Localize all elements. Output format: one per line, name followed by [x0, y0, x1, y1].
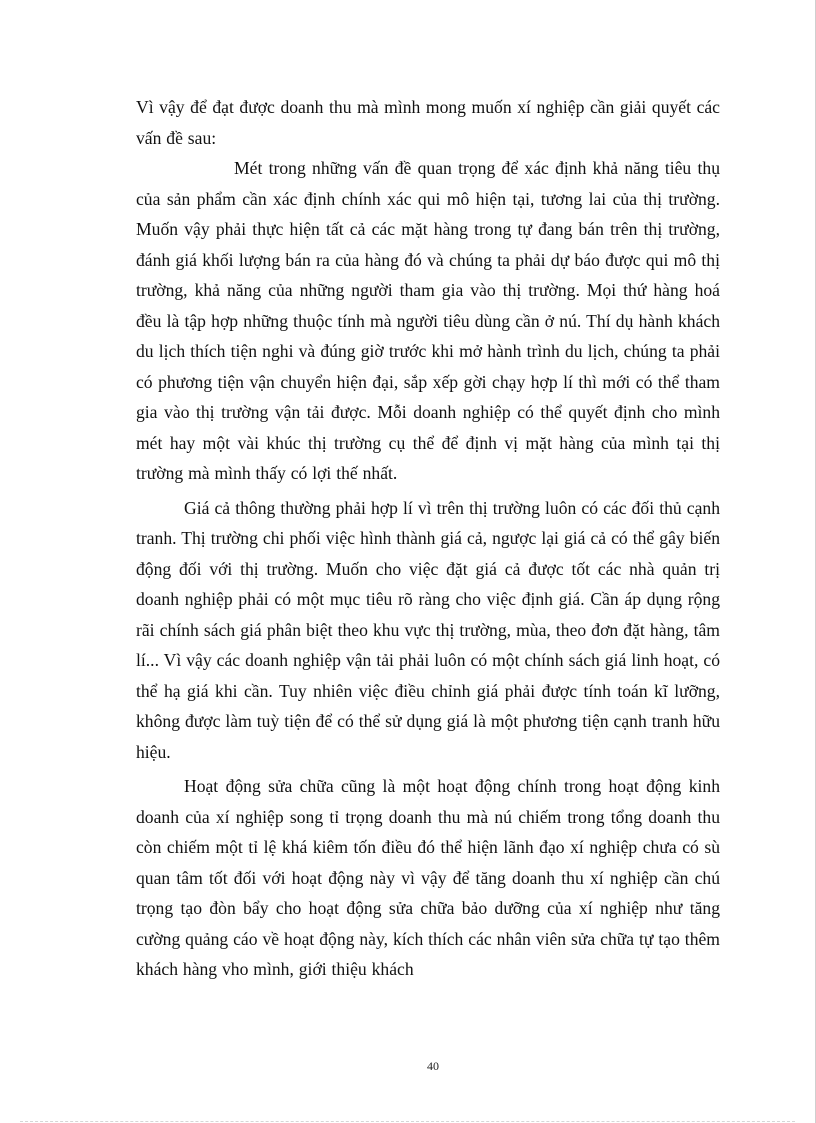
- body-text: [136, 92, 720, 985]
- paragraph-repair: Hoạt động sửa chữa cũng là một hoạt động chính trong hoạt động kinh doanh của xí nghiệp song tỉ trọng doanh thu mà nú chiếm trong tổng doanh thu còn chiếm một tỉ lệ khá kiêm tốn điều đó thể hiện lãnh đạo xí nghiệp chưa có sù quan tâm tốt đối với hoạt động này vì vậy để tăng doanh thu xí nghiệp cần chú trọng tạo đòn bẩy cho hoạt động sửa chữa bảo dưỡng của xí nghiệp như tăng cường quảng cáo về hoạt động này, kích thích các nhân viên sửa chữa tự tạo thêm khách hàng vho mình, giới thiệu khách: [136, 776, 720, 979]
- paragraph-market-size: Mét trong những vấn đề quan trọng để xác định khả năng tiêu thụ của sản phẩm cần xác định chính xác qui mô hiện tại, tương lai của thị trường. Muốn vậy phải thực hiện tất cả các mặt hàng trong tự đang bán trên thị trường, đánh giá khối lượng bán ra của hàng đó và chúng ta phải dự báo được qui mô thị trường, khả năng của những người tham gia vào thị trường. Mọi thứ hàng hoá đều là tập hợp những thuộc tính mà người tiêu dùng cần ở nú. Thí dụ hành khách du lịch thích tiện nghi và đúng giờ trước khi mở hành trình du lịch, chúng ta phải có phương tiện vận chuyển hiện đại, sắp xếp gời chạy hợp lí thì mới có thể tham gia vào thị trường vận tải được. Mỗi doanh nghiệp có thể quyết định cho mình mét hay một vài khúc thị trường cụ thể để định vị mặt hàng của mình tại thị trường mà mình thấy có lợi thế nhất.: [136, 158, 720, 483]
- paragraph-intro: Vì vậy để đạt được doanh thu mà mình mong muốn xí nghiệp cần giải quyết các vấn đề sau:: [136, 97, 720, 148]
- page-bottom-divider: [20, 1121, 795, 1122]
- page-number: 40: [427, 1059, 439, 1073]
- paragraph-pricing: Giá cả thông thường phải hợp lí vì trên thị trường luôn có các đối thủ cạnh tranh. Thị trường chi phối việc hình thành giá cả, ngược lại giá cả có thể gây biến động đối với thị trường. Muốn cho việc đặt giá cả được tốt các nhà quản trị doanh nghiệp phải có một mục tiêu rõ ràng cho việc định giá. Cần áp dụng rộng rãi chính sách giá phân biệt theo khu vực thị trường, mùa, theo đơn đặt hàng, tâm lí... Vì vậy các doanh nghiệp vận tải phải luôn có một chính sách giá linh hoạt, có thể hạ giá khi cần. Tuy nhiên việc điều chỉnh giá phải được tính toán kĩ lưỡng, không được làm tuỳ tiện để có thể sử dụng giá là một phương tiện cạnh tranh hữu hiệu.: [136, 497, 720, 762]
